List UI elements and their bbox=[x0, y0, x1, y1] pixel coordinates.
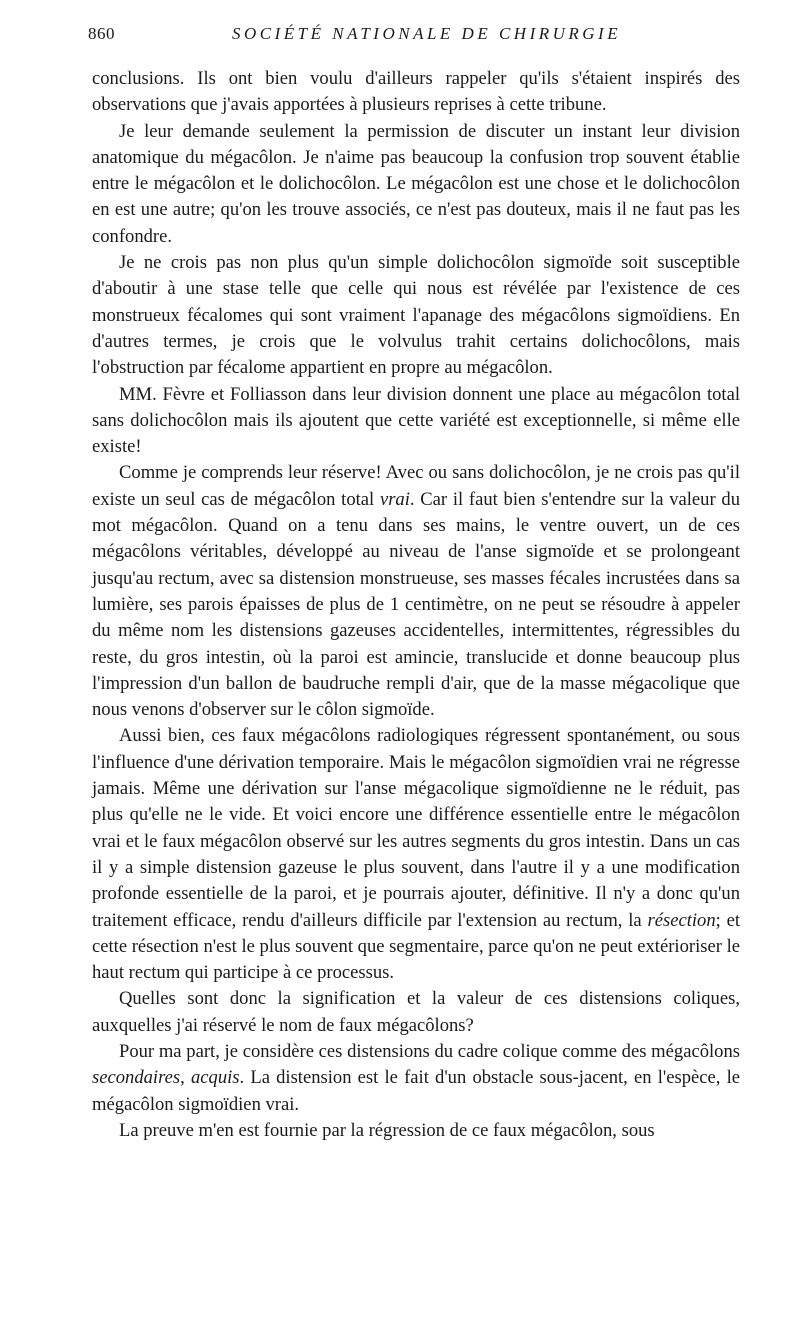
italic-term: vrai bbox=[379, 488, 410, 510]
paragraph: Comme je comprends leur réserve! Avec ou sans dolichocôlon, je ne crois pas qu'il existe un seul cas de mégacôlon total vrai. Car il faut bien s'entendre sur la valeur du mot mégacôlon. Quand on a tenu dans ses mains, le ventre ouvert, un de ces mégacôlons véritables, développé au niveau de l'anse sigmoïde et se prolongeant jusqu'au rectum, avec sa distension monstrueuse, ses masses fécales incrustées dans sa lumière, ses parois épaisses de plus de 1 centimètre, on ne peut se résoudre à appeler du même nom les distensions gazeuses accidentelles, intermittentes, régressibles du reste, du gros intestin, où la paroi est amincie, translucide et donne beaucoup plus l'impression d'un ballon de baudruche rempli d'air, que de la masse mégacolique que nous venons d'observer sur le côlon sigmoïde. bbox=[92, 462, 740, 721]
body-text bbox=[92, 66, 740, 1144]
paragraph: MM. Fèvre et Folliasson dans leur division donnent une place au mégacôlon total sans dolichocôlon mais ils ajoutent que cette variété est exceptionnelle, si même elle existe! bbox=[92, 383, 740, 458]
page-number: 860 bbox=[88, 24, 115, 43]
paragraph: Je ne crois pas non plus qu'un simple dolichocôlon sigmoïde soit susceptible d'aboutir à une stase telle que celle qui nous est révélée par l'existence de ces monstrueux fécalomes qui sont vraiment l'apanage des mégacôlons sigmoïdiens. En d'autres termes, je crois que le volvulus trahit certains dolichocôlons, mais l'obstruction par fécalome appartient en propre au mégacôlon. bbox=[92, 252, 740, 379]
paragraph: Aussi bien, ces faux mégacôlons radiologiques régressent spontanément, ou sous l'influence d'une dérivation temporaire. Mais le mégacôlon sigmoïdien vrai ne régresse jamais. Même une dérivation sur l'anse mégacolique sigmoïdienne ne le réduit, pas plus qu'elle ne le vide. Et voici encore une différence essentielle entre le mégacôlon vrai et le faux mégacôlon observé sur les autres segments du gros intestin. Dans un cas il y a simple distension gazeuse le plus souvent, dans l'autre il y a une modification profonde essentielle de la paroi, et je pourrais ajouter, définitive. Il n'y a donc qu'un traitement efficace, rendu d'ailleurs difficile par l'extension au rectum, la résection; et cette résection n'est le plus souvent que segmentaire, parce qu'on ne peut extérioriser le haut rectum qui participe à ce processus. bbox=[92, 725, 741, 984]
running-head: SOCIÉTÉ NATIONALE DE CHIRURGIE bbox=[232, 24, 622, 43]
paragraph: Je leur demande seulement la permission de discuter un instant leur division anatomique du mégacôlon. Je n'aime pas beaucoup la confusion trop souvent établie entre le mégacôlon et le dolichocôlon. Le mégacôlon est une chose et le dolichocôlon en est une autre; qu'on les trouve associés, ce n'est pas douteux, mais il ne faut pas les confondre. bbox=[92, 120, 740, 247]
italic-term: secondaires bbox=[92, 1067, 181, 1089]
paragraph: conclusions. Ils ont bien voulu d'ailleurs rappeler qu'ils s'étaient inspirés des observations que j'avais apportées à plusieurs reprises à cette tribune. bbox=[92, 68, 740, 116]
document-page bbox=[88, 18, 741, 1144]
paragraph: La preuve m'en est fournie par la régression de ce faux mégacôlon, sous bbox=[119, 1119, 655, 1141]
page-header bbox=[88, 18, 740, 50]
italic-term: acquis bbox=[190, 1067, 240, 1089]
paragraph: Quelles sont donc la signification et la valeur de ces distensions coliques, auxquelles j'ai réservé le nom de faux mégacôlons? bbox=[92, 988, 740, 1036]
italic-term: résection bbox=[647, 909, 716, 931]
paragraph: Pour ma part, je considère ces distensions du cadre colique comme des mégacôlons secondaires, acquis. La distension est le fait d'un obstacle sous-jacent, en l'espèce, le mégacôlon sigmoïdien vrai. bbox=[92, 1040, 740, 1115]
